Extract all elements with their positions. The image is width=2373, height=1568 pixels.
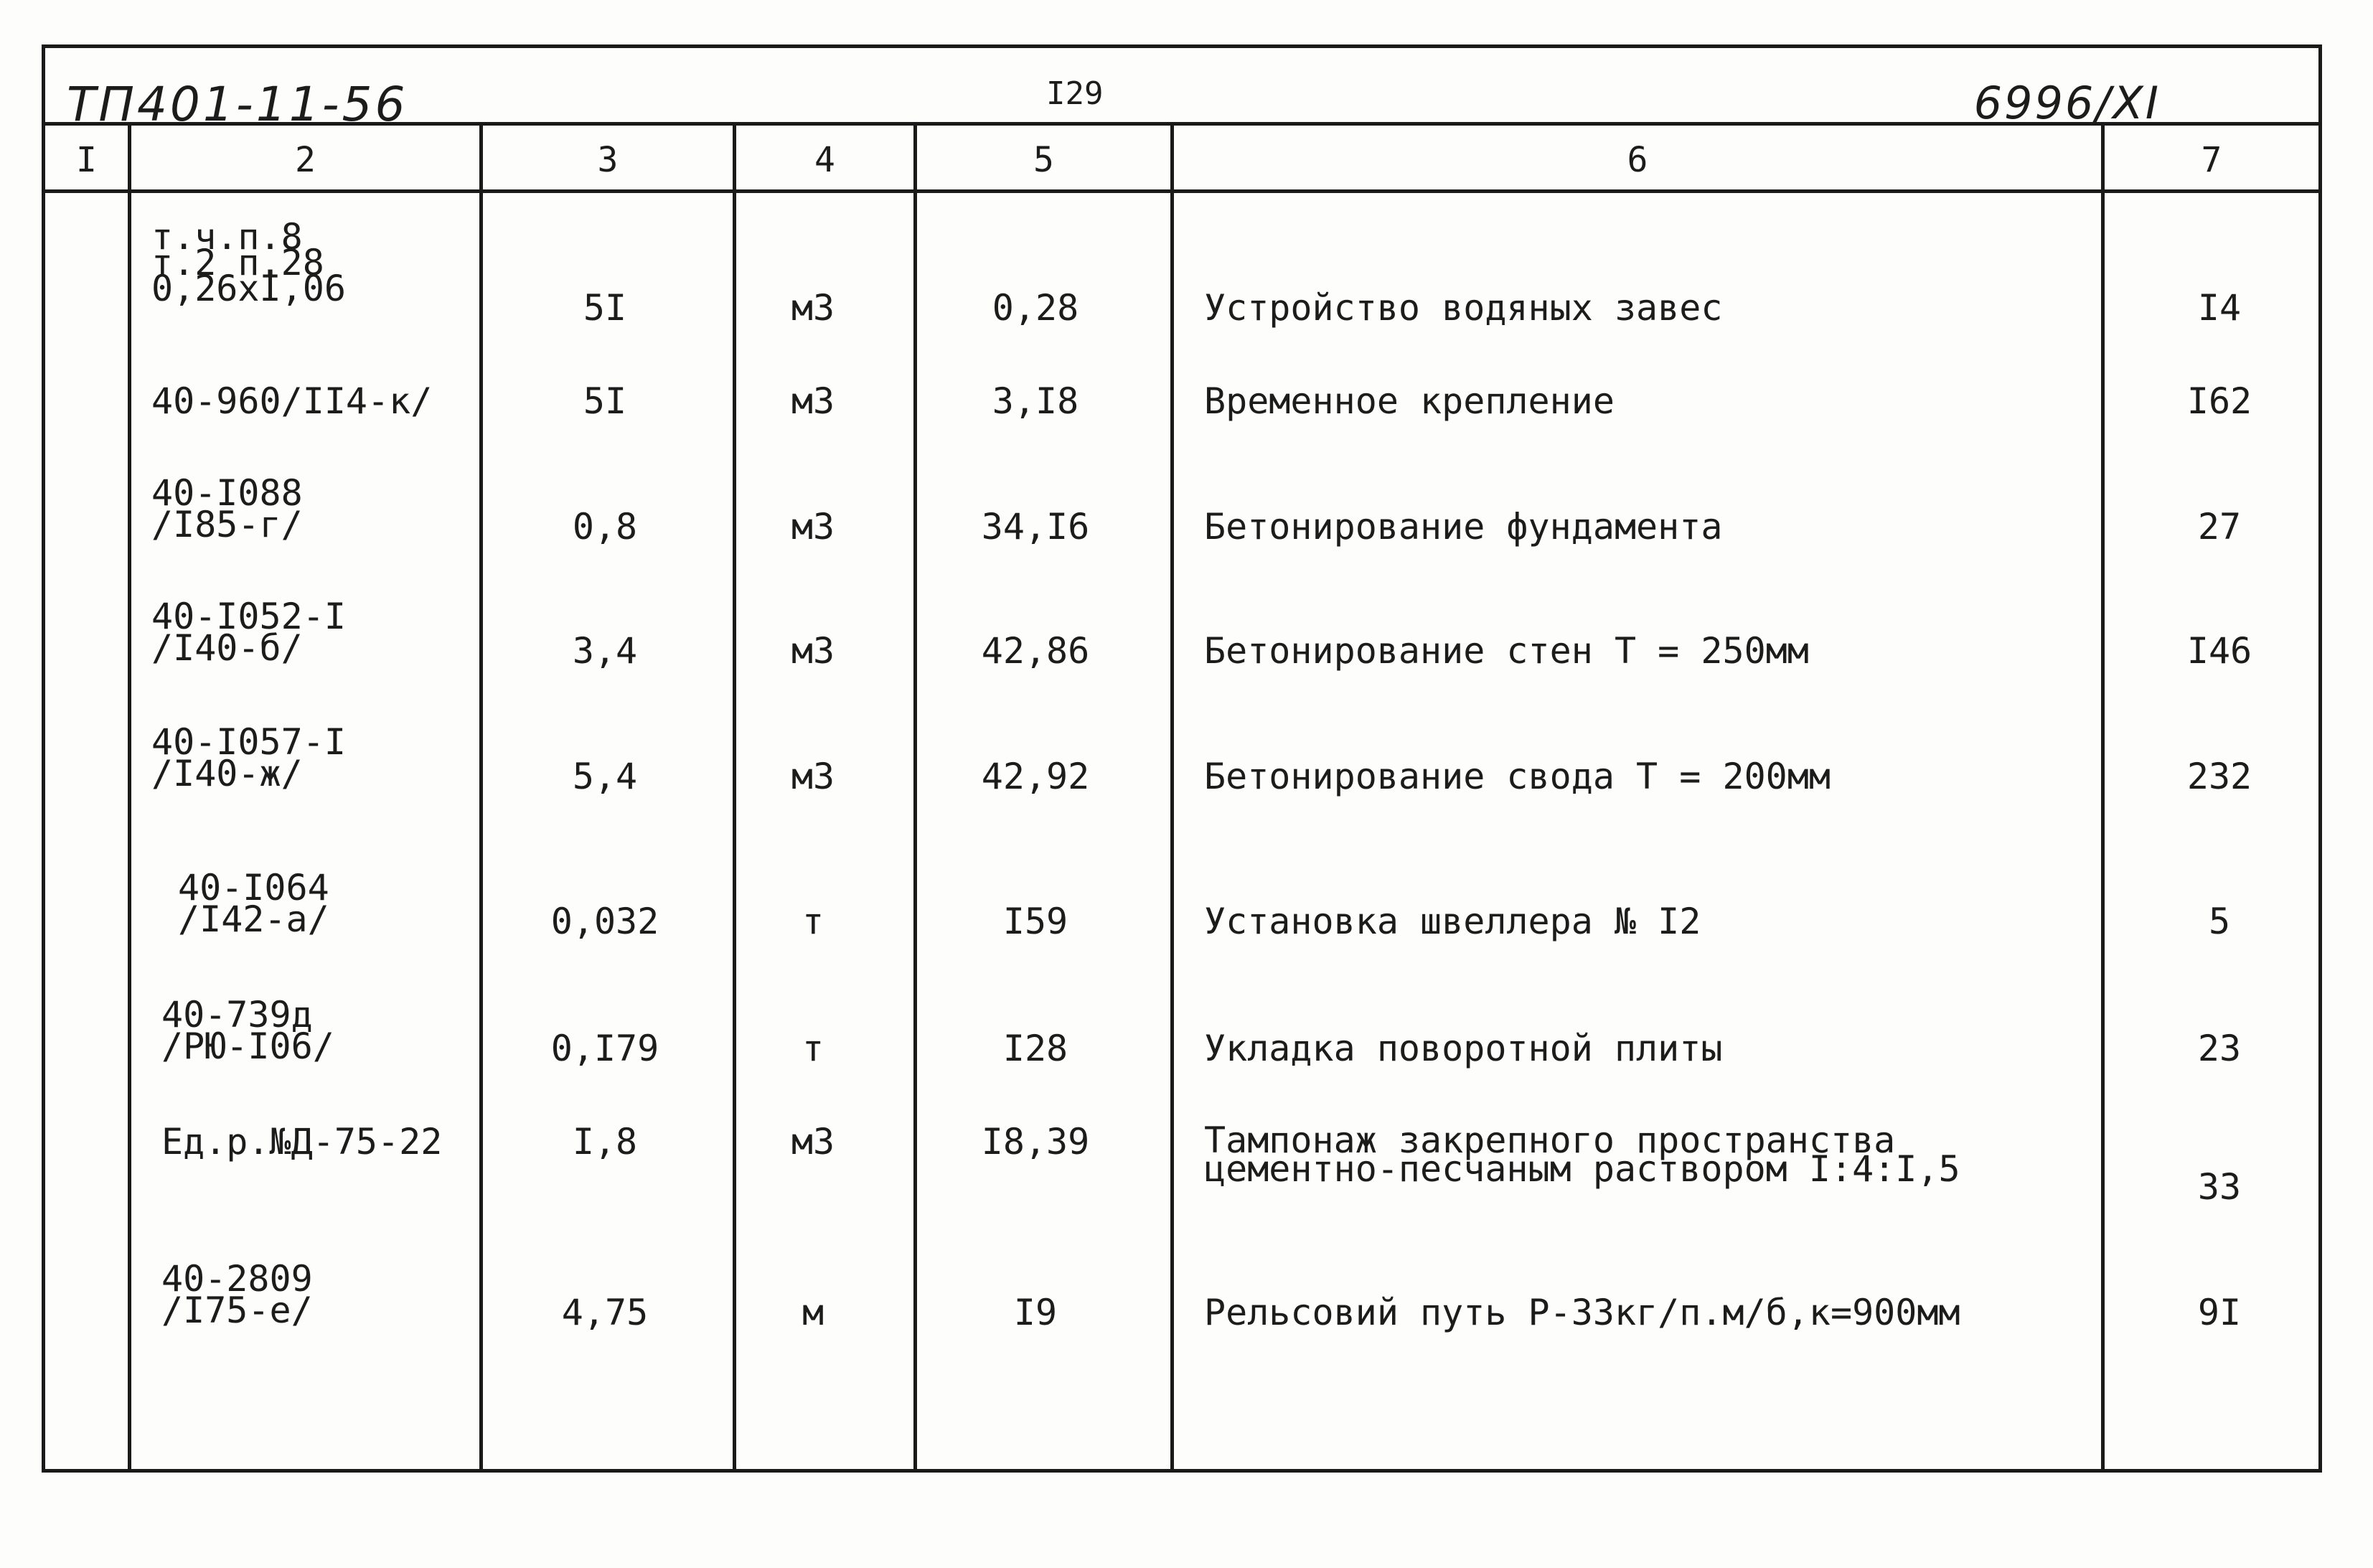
column-header-divider [45,189,2318,193]
cell-description: Установка швеллера № I2 [1204,901,1701,942]
cell-quantity: 4,75 [561,1292,649,1333]
column-number: 6 [1627,140,1648,180]
cell-unit: м3 [791,287,835,329]
cell-unit-cost: 42,92 [981,756,1090,797]
column-divider [2101,122,2105,1469]
cell-total: 23 [2197,1028,2242,1069]
cell-quantity: 5I [583,287,627,329]
cell-quantity: I,8 [572,1121,638,1163]
cell-total: I62 [2186,380,2252,422]
cell-total: 5 [2208,901,2231,942]
cell-unit: м [802,1292,824,1333]
cell-basis: 40-960/II4-к/ [151,380,433,422]
cell-unit: м3 [791,380,835,422]
cell-unit: т [802,1028,824,1069]
cell-unit-cost: 0,28 [992,287,1079,329]
cell-unit-cost: I9 [1013,1292,1058,1333]
cell-total: 27 [2197,506,2242,548]
column-number: 2 [295,140,316,180]
cell-basis: 40-I052-I /I40-б/ [151,596,346,669]
column-divider [733,122,736,1469]
cell-total: 9I [2197,1292,2242,1333]
cell-unit-cost: I8,39 [981,1121,1090,1163]
cell-basis: 40-I064 /I42-а/ [178,867,329,940]
cell-description: Тампонаж закрепного пространства цементно-песчаным раствором I:4:I,5 [1204,1119,1960,1190]
column-divider [913,122,917,1469]
cell-unit-cost: I28 [1002,1028,1068,1069]
cell-basis: 40-739д /РЮ-I06/ [161,994,334,1067]
cell-basis: Ед.р.№Д-75-22 [161,1121,443,1163]
inventory-number: 6996/XI [1973,77,2161,129]
cell-quantity: 5I [583,380,627,422]
column-divider [479,122,483,1469]
column-number: 7 [2201,140,2222,180]
cell-unit: м3 [791,1121,835,1163]
cell-quantity: 0,8 [572,506,638,548]
cell-unit: м3 [791,630,835,672]
cell-total: 232 [2186,756,2252,797]
cell-description: Рельсовий путь Р-33кг/п.м/б,к=900мм [1204,1292,1960,1333]
cell-description: Бетонирование фундамента [1204,506,1723,548]
column-number: 3 [597,140,619,180]
cell-basis: т.ч.п.8 т.2 п.28 0,26хI,06 [151,216,346,309]
cell-description: Бетонирование стен Т = 250мм [1204,630,1809,672]
page-number: I29 [1046,75,1104,112]
cell-total: 33 [2197,1166,2242,1208]
cell-unit: т [802,901,824,942]
cell-total: I46 [2186,630,2252,672]
cell-quantity: 3,4 [572,630,638,672]
column-number: 5 [1033,140,1054,180]
cell-description: Бетонирование свода Т = 200мм [1204,756,1831,797]
cell-quantity: 0,I79 [550,1028,659,1069]
cell-unit-cost: 42,86 [981,630,1090,672]
column-divider [1170,122,1174,1469]
column-divider [128,122,131,1469]
cell-total: I4 [2197,287,2242,329]
cell-quantity: 0,032 [550,901,659,942]
cell-unit-cost: 34,I6 [981,506,1090,548]
cell-basis: 40-I057-I /I40-ж/ [151,721,346,794]
column-number: 4 [814,140,835,180]
cell-quantity: 5,4 [572,756,638,797]
cell-description: Временное крепление [1204,380,1615,422]
cell-description: Устройство водяных завес [1204,287,1723,329]
cell-basis: 40-I088 /I85-г/ [151,472,303,545]
estimate-table [42,44,2322,1473]
column-number: I [76,140,97,180]
cell-unit-cost: 3,I8 [992,380,1079,422]
cell-description: Укладка поворотной плиты [1204,1028,1723,1069]
cell-unit-cost: I59 [1002,901,1068,942]
document-code: ТП401-11-56 [67,77,408,132]
cell-unit: м3 [791,506,835,548]
cell-unit: м3 [791,756,835,797]
cell-basis: 40-2809 /I75-е/ [161,1258,313,1331]
